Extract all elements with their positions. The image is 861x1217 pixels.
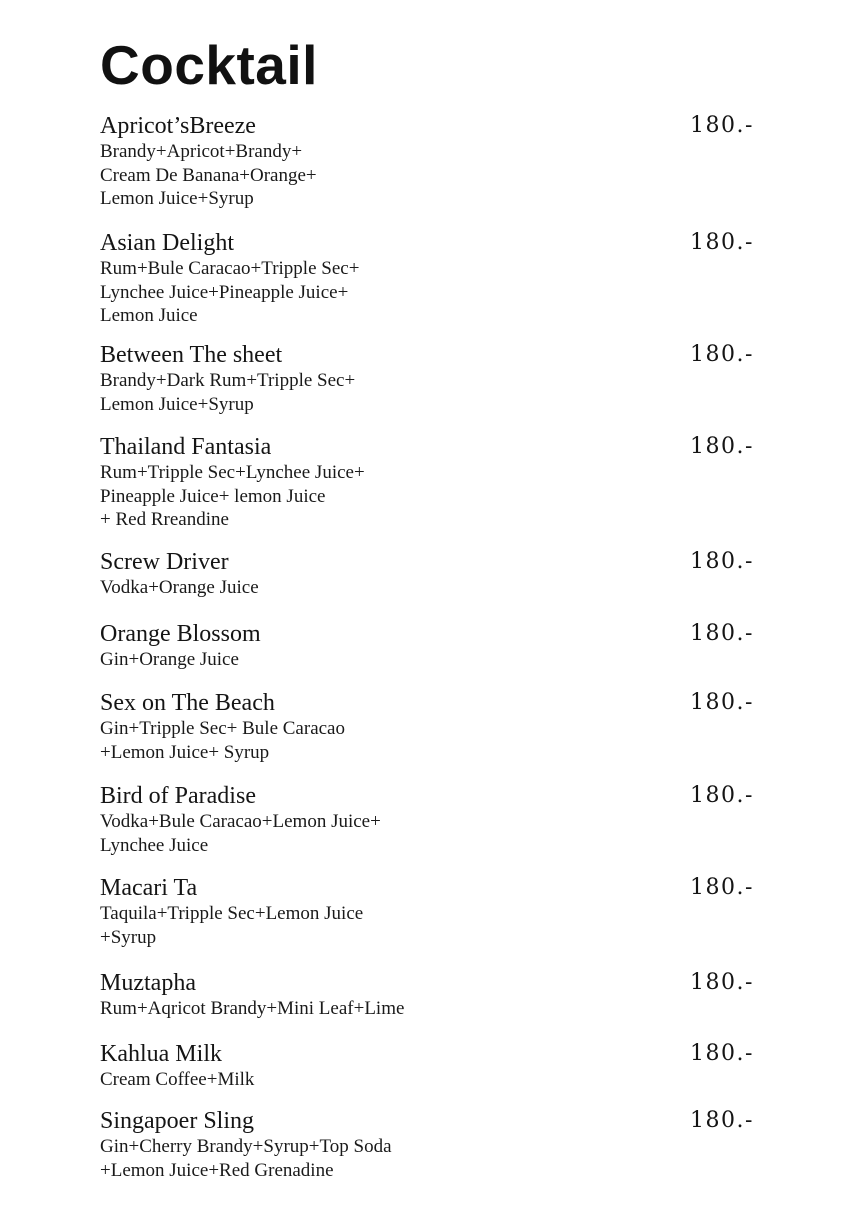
item-ingredients-line: Lemon Juice+Syrup [100,188,254,209]
item-ingredients-line: Gin+Cherry Brandy+Syrup+Top Soda [100,1136,392,1157]
item-price: 180.- [690,621,754,646]
menu-item [100,341,780,416]
item-name: Orange Blossom [100,621,261,647]
item-ingredients-line: +Syrup [100,926,157,948]
item-ingredients-line: Brandy+Dark Rum+Tripple Sec+ [100,370,356,391]
menu-item [100,229,780,328]
item-ingredients-line: Lynchee Juice+Pineapple Juice+ [100,281,349,303]
item-price: 180.- [690,1041,754,1066]
item-ingredients-line: +Lemon Juice+ Syrup [100,741,270,763]
item-price: 180.- [690,113,754,138]
item-ingredients-line: Gin+Tripple Sec+ Bule Caracao [100,718,345,739]
item-ingredients-line: Lemon Juice+Syrup [100,393,254,415]
menu-title: Cocktail [100,34,318,96]
item-ingredients-line: Rum+Bule Caracao+Tripple Sec+ [100,258,360,279]
item-name: Bird of Paradise [100,783,256,809]
menu-item [100,112,780,211]
item-ingredients-line: Taquila+Tripple Sec+Lemon Juice [100,903,364,924]
item-ingredients-line: Lynchee Juice [100,834,209,856]
item-ingredients-line: Vodka+Orange Juice [100,577,259,598]
item-ingredients-line: Brandy+Apricot+Brandy+ [100,141,303,162]
menu-item [100,874,780,949]
item-name: Apricot’sBreeze [100,113,256,139]
item-name: Macari Ta [100,875,198,901]
menu-item [100,1107,780,1182]
item-name: Thailand Fantasia [100,434,272,460]
item-name: Asian Delight [100,230,234,256]
item-price: 180.- [690,1108,754,1133]
item-ingredients-line: Cream Coffee+Milk [100,1069,255,1090]
item-price: 180.- [690,549,754,574]
item-ingredients-line: Cream De Banana+Orange+ [100,164,317,186]
menu-item [100,782,780,857]
item-name: Muztapha [100,970,196,996]
item-price: 180.- [690,230,754,255]
item-name: Screw Driver [100,549,229,575]
item-ingredients-line: Rum+Tripple Sec+Lynchee Juice+ [100,462,365,483]
menu-item [100,1040,780,1092]
item-ingredients-line: Vodka+Bule Caracao+Lemon Juice+ [100,811,381,832]
item-ingredients-line: Lemon Juice [100,305,198,326]
item-name: Between The sheet [100,342,283,368]
item-price: 180.- [690,875,754,900]
item-price: 180.- [690,970,754,995]
item-price: 180.- [690,434,754,459]
item-ingredients-line: Rum+Aqricot Brandy+Mini Leaf+Lime [100,998,405,1019]
item-name: Sex on The Beach [100,690,275,716]
item-price: 180.- [690,690,754,715]
menu-item [100,620,780,672]
menu-item [100,969,780,1021]
item-price: 180.- [690,783,754,808]
item-name: Singapoer Sling [100,1108,254,1134]
item-price: 180.- [690,342,754,367]
item-ingredients-line: + Red Rreandine [100,509,229,530]
item-name: Kahlua Milk [100,1041,222,1067]
item-ingredients-line: +Lemon Juice+Red Grenadine [100,1159,334,1181]
item-ingredients-line: Gin+Orange Juice [100,649,239,670]
menu-item [100,689,780,764]
menu-item [100,433,780,532]
item-ingredients-line: Pineapple Juice+ lemon Juice [100,485,326,507]
menu-item [100,548,780,600]
